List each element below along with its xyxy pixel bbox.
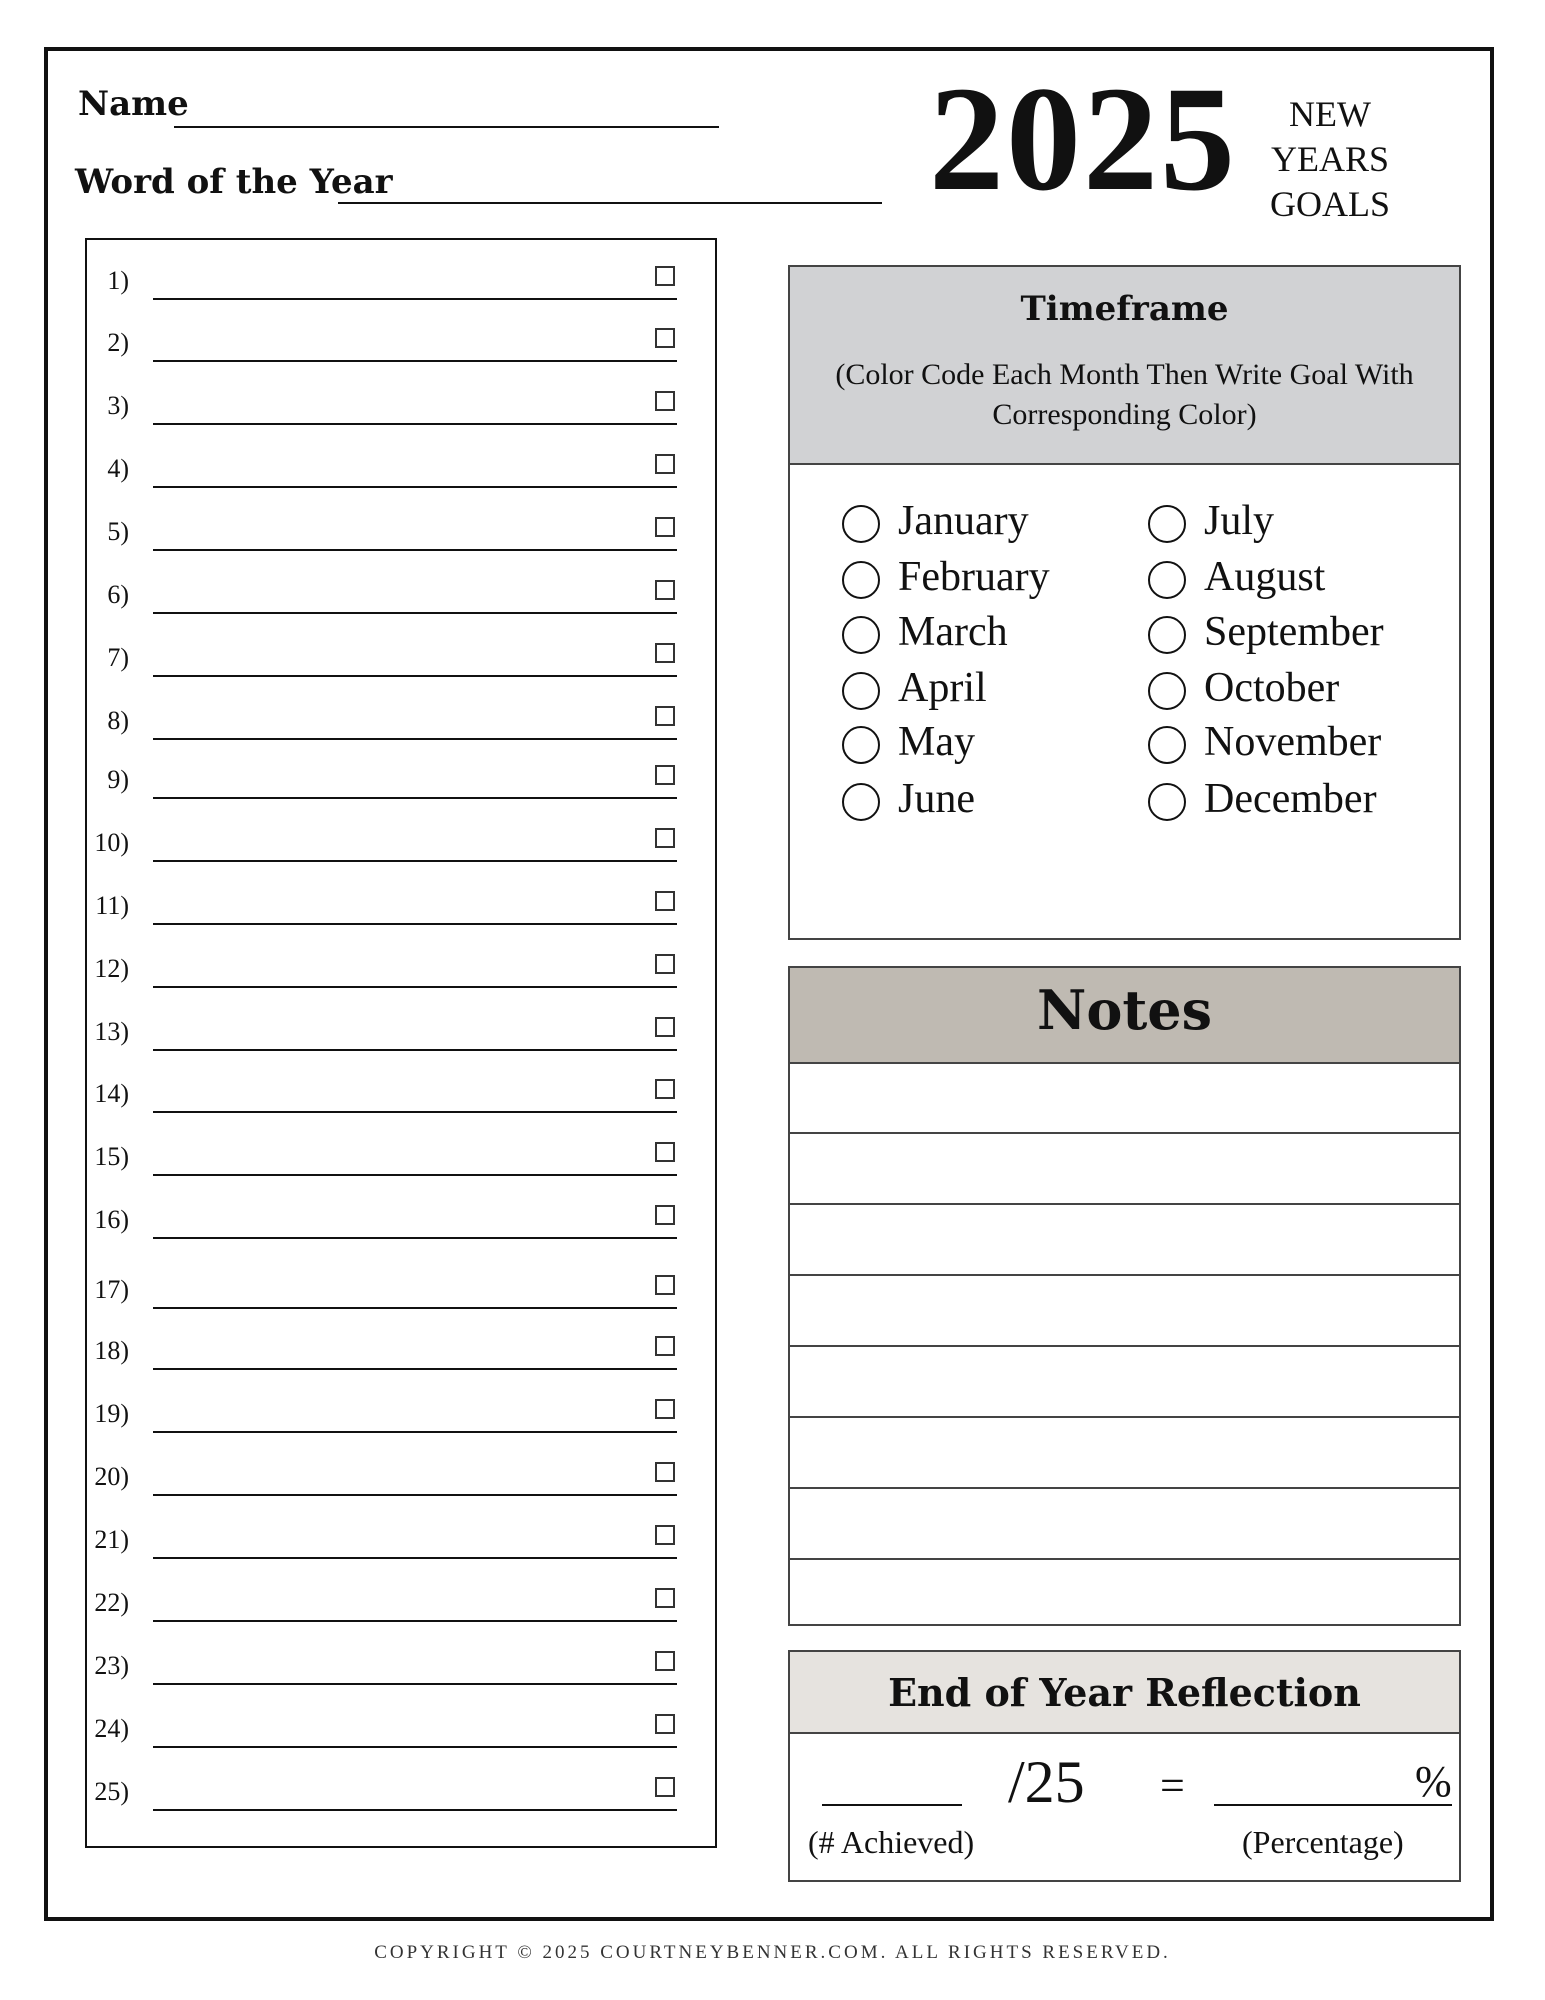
goal-checkbox[interactable] [655, 266, 675, 286]
subtitle-line: NEW [1289, 94, 1371, 134]
goal-row [87, 1011, 715, 1051]
goal-number: 1) [107, 266, 129, 295]
month-label: March [898, 609, 1008, 655]
goal-row [87, 1199, 715, 1239]
goal-checkbox[interactable] [655, 517, 675, 537]
goal-checkbox[interactable] [655, 1651, 675, 1671]
goal-number: 14) [94, 1079, 129, 1108]
goal-field[interactable] [153, 1307, 677, 1309]
goal-number: 21) [94, 1525, 129, 1554]
goal-number: 18) [94, 1336, 129, 1365]
name-field[interactable] [174, 126, 719, 128]
goal-checkbox[interactable] [655, 1142, 675, 1162]
goal-field[interactable] [153, 549, 677, 551]
notes-line[interactable] [790, 1203, 1459, 1205]
notes-line[interactable] [790, 1487, 1459, 1489]
goal-field[interactable] [153, 986, 677, 988]
goal-field[interactable] [153, 1683, 677, 1685]
goal-row [87, 1582, 715, 1622]
percentage-label: (Percentage) [1242, 1824, 1404, 1860]
goal-field[interactable] [153, 1557, 677, 1559]
goal-field[interactable] [153, 1174, 677, 1176]
subtitle [1270, 92, 1390, 227]
goal-total: /25 [1008, 1749, 1085, 1815]
month-radio[interactable] [1148, 561, 1186, 599]
goal-number: 4) [107, 454, 129, 483]
goal-checkbox[interactable] [655, 1336, 675, 1356]
notes-panel [788, 966, 1461, 1626]
goal-field[interactable] [153, 298, 677, 300]
goal-row [87, 1330, 715, 1370]
goal-checkbox[interactable] [655, 1079, 675, 1099]
subtitle-line: GOALS [1270, 184, 1391, 224]
goal-field[interactable] [153, 423, 677, 425]
goal-number: 10) [94, 828, 129, 857]
goal-field[interactable] [153, 1111, 677, 1113]
timeframe-panel [788, 265, 1461, 940]
goal-number: 20) [94, 1462, 129, 1491]
goal-field[interactable] [153, 675, 677, 677]
notes-line[interactable] [790, 1132, 1459, 1134]
reflection-panel [788, 1650, 1461, 1882]
notes-header [790, 968, 1459, 1064]
goal-checkbox[interactable] [655, 891, 675, 911]
timeframe-instructions: (Color Code Each Month Then Write Goal With Corresponding Color) [835, 358, 1414, 431]
year-title: 2025 [929, 56, 1237, 222]
goal-number: 17) [94, 1275, 129, 1304]
goal-field[interactable] [153, 738, 677, 740]
goal-checkbox[interactable] [655, 1525, 675, 1545]
month-label: October [1204, 665, 1340, 711]
goal-row [87, 1073, 715, 1113]
goal-number: 15) [94, 1142, 129, 1171]
goal-field[interactable] [153, 612, 677, 614]
notes-line[interactable] [790, 1345, 1459, 1347]
goal-field[interactable] [153, 1049, 677, 1051]
goal-checkbox[interactable] [655, 580, 675, 600]
month-radio[interactable] [1148, 505, 1186, 543]
reflection-header [790, 1652, 1459, 1734]
goal-field[interactable] [153, 1809, 677, 1811]
goal-row [87, 385, 715, 425]
month-radio[interactable] [1148, 616, 1186, 654]
goal-checkbox[interactable] [655, 454, 675, 474]
goal-checkbox[interactable] [655, 765, 675, 785]
goal-row [87, 948, 715, 988]
goal-number: 19) [94, 1399, 129, 1428]
word-of-year-label: Word of the Year [75, 162, 393, 202]
goal-field[interactable] [153, 360, 677, 362]
goal-row [87, 1645, 715, 1685]
goal-number: 16) [94, 1205, 129, 1234]
goal-number: 2) [107, 328, 129, 357]
goal-field[interactable] [153, 797, 677, 799]
subtitle-line: YEARS [1270, 139, 1390, 179]
goal-number: 8) [107, 706, 129, 735]
goal-checkbox[interactable] [655, 1205, 675, 1225]
goal-field[interactable] [153, 1746, 677, 1748]
month-radio[interactable] [842, 726, 880, 764]
reflection-title: End of Year Reflection [888, 1670, 1361, 1715]
goal-row [87, 448, 715, 488]
name-label: Name [78, 84, 189, 124]
goal-row [87, 1771, 715, 1811]
goal-field[interactable] [153, 860, 677, 862]
equals-sign: = [1160, 1761, 1185, 1810]
goal-row [87, 322, 715, 362]
goal-row [87, 1519, 715, 1559]
goal-row [87, 511, 715, 551]
goal-checkbox[interactable] [655, 391, 675, 411]
month-radio[interactable] [842, 783, 880, 821]
achieved-field[interactable] [822, 1804, 962, 1806]
month-radio[interactable] [1148, 726, 1186, 764]
goal-number: 13) [94, 1017, 129, 1046]
goal-number: 22) [94, 1588, 129, 1617]
month-label: February [898, 554, 1050, 600]
goal-number: 9) [107, 765, 129, 794]
word-of-year-field[interactable] [338, 202, 882, 204]
goal-row [87, 1269, 715, 1309]
goal-field[interactable] [153, 1237, 677, 1239]
goal-row [87, 759, 715, 799]
goal-checkbox[interactable] [655, 1714, 675, 1734]
month-label: July [1204, 498, 1275, 544]
goal-number: 6) [107, 580, 129, 609]
percent-sign: % [1415, 1757, 1452, 1806]
notes-title: Notes [1036, 978, 1213, 1042]
goal-field[interactable] [153, 486, 677, 488]
goal-checkbox[interactable] [655, 1588, 675, 1608]
month-radio[interactable] [842, 561, 880, 599]
goal-number: 12) [94, 954, 129, 983]
achieved-label: (# Achieved) [808, 1824, 975, 1860]
goal-checkbox[interactable] [655, 1399, 675, 1419]
goal-checkbox[interactable] [655, 328, 675, 348]
month-label: January [898, 498, 1029, 544]
goal-checkbox[interactable] [655, 954, 675, 974]
month-radio[interactable] [842, 616, 880, 654]
month-radio[interactable] [842, 672, 880, 710]
goal-number: 25) [94, 1777, 129, 1806]
goal-row [87, 260, 715, 300]
timeframe-title: Timeframe [1020, 289, 1229, 329]
goal-number: 7) [107, 643, 129, 672]
goal-number: 23) [94, 1651, 129, 1680]
month-label: June [898, 776, 975, 822]
goal-checkbox[interactable] [655, 1275, 675, 1295]
goal-checkbox[interactable] [655, 1777, 675, 1797]
goal-row [87, 700, 715, 740]
goal-row [87, 637, 715, 677]
goal-row [87, 1708, 715, 1748]
notes-line[interactable] [790, 1558, 1459, 1560]
goal-row [87, 574, 715, 614]
goal-checkbox[interactable] [655, 1462, 675, 1482]
goal-field[interactable] [153, 1494, 677, 1496]
goal-checkbox[interactable] [655, 828, 675, 848]
goal-number: 3) [107, 391, 129, 420]
goal-field[interactable] [153, 1368, 677, 1370]
goal-row [87, 1456, 715, 1496]
month-radio[interactable] [1148, 783, 1186, 821]
goal-checkbox[interactable] [655, 706, 675, 726]
goal-field[interactable] [153, 1431, 677, 1433]
goals-list [85, 238, 717, 1848]
month-label: November [1204, 719, 1382, 765]
month-label: September [1204, 609, 1384, 655]
month-label: August [1204, 554, 1326, 600]
month-label: December [1204, 776, 1377, 822]
goal-field[interactable] [153, 1620, 677, 1622]
goal-number: 5) [107, 517, 129, 546]
notes-line[interactable] [790, 1416, 1459, 1418]
copyright: COPYRIGHT © 2025 COURTNEYBENNER.COM. ALL RIGHTS RESERVED. [374, 1942, 1171, 1963]
goal-row [87, 1393, 715, 1433]
goal-number: 24) [94, 1714, 129, 1743]
month-radio[interactable] [1148, 672, 1186, 710]
goal-checkbox[interactable] [655, 643, 675, 663]
month-radio[interactable] [842, 505, 880, 543]
goal-checkbox[interactable] [655, 1017, 675, 1037]
goal-number: 11) [95, 891, 129, 920]
goal-field[interactable] [153, 923, 677, 925]
month-label: April [898, 665, 987, 711]
goal-row [87, 822, 715, 862]
month-label: May [898, 719, 975, 765]
timeframe-header [790, 267, 1459, 465]
goal-row [87, 1136, 715, 1176]
notes-line[interactable] [790, 1274, 1459, 1276]
goal-row [87, 885, 715, 925]
